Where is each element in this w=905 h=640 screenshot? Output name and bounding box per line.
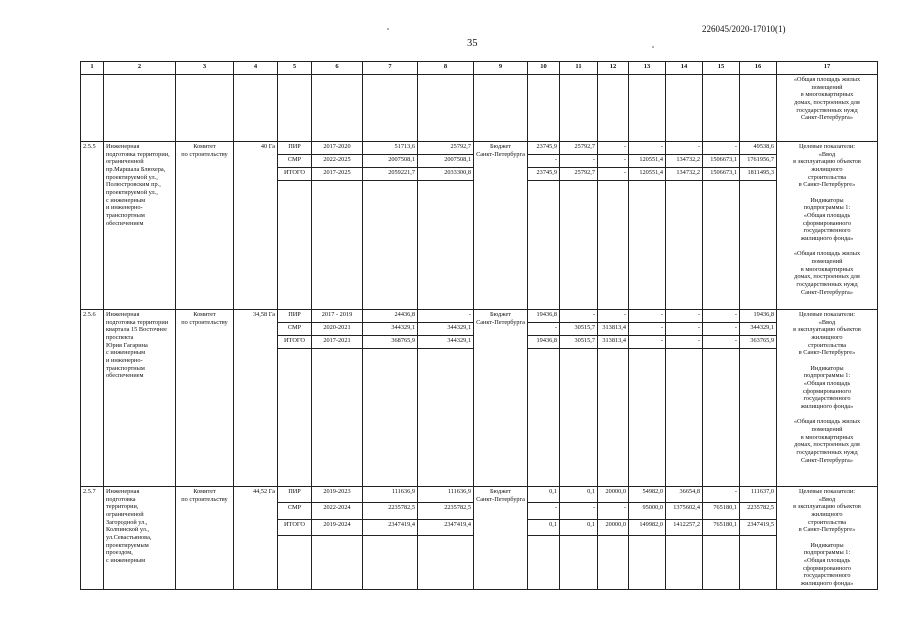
indicator-cell: Целевые показатели: «Ввод в эксплуатацию объектов жилищного строительства в Санкт-Петербурге» Индикаторы подпрограммы 1: «Общая площадь сформированного государственного жилищного фонда»: [777, 487, 878, 590]
executor: Комитет по строительству: [176, 142, 234, 310]
work-type: ИТОГО: [278, 336, 312, 349]
executor: Комитет по строительству: [176, 487, 234, 590]
empty-cell: [598, 181, 629, 310]
year-value: 134732,2: [666, 168, 703, 181]
empty-cell: [278, 535, 312, 589]
cost-remaining: 111636,9: [418, 487, 474, 503]
empty-cell: [418, 349, 474, 487]
cost-remaining: 25792,7: [418, 142, 474, 155]
empty-cell: [740, 181, 777, 310]
funding-source: Бюджет Санкт-Петербурга: [474, 487, 528, 590]
indicator-cell: «Общая площадь жилых помещений в многоквартирных домах, построенных для государственных нужд Санкт-Петербурга»: [777, 75, 878, 142]
year-value: -: [629, 323, 666, 336]
year-value: -: [666, 323, 703, 336]
empty-cell: [528, 75, 560, 142]
year-value: -: [703, 323, 740, 336]
work-type: СМР: [278, 503, 312, 519]
year-value: 0,1: [560, 487, 598, 503]
item-number: 2.5.7: [81, 487, 104, 590]
executor: Комитет по строительству: [176, 310, 234, 487]
empty-cell: [312, 349, 363, 487]
table-row: [81, 310, 878, 323]
sum-value: 1761956,7: [740, 155, 777, 168]
cost-total: 24436,8: [363, 310, 418, 323]
year-value: -: [528, 503, 560, 519]
year-value: -: [560, 310, 598, 323]
year-value: 134732,2: [666, 155, 703, 168]
empty-cell: [278, 181, 312, 310]
work-type: СМР: [278, 323, 312, 336]
sum-value: 2347419,5: [740, 519, 777, 535]
year-value: 149982,0: [629, 519, 666, 535]
empty-cell: [474, 75, 528, 142]
empty-cell: [666, 75, 703, 142]
cost-total: 111636,9: [363, 487, 418, 503]
year-value: -: [666, 142, 703, 155]
year-value: -: [666, 310, 703, 323]
empty-cell: [363, 181, 418, 310]
years-range: 2020-2021: [312, 323, 363, 336]
year-value: 120551,4: [629, 155, 666, 168]
year-value: -: [666, 336, 703, 349]
column-header: 14: [666, 62, 703, 75]
year-value: -: [598, 503, 629, 519]
empty-cell: [598, 535, 629, 589]
cost-remaining: 2235782,5: [418, 503, 474, 519]
empty-cell: [560, 181, 598, 310]
funding-source: Бюджет Санкт-Петербурга: [474, 142, 528, 310]
year-value: 0,1: [528, 519, 560, 535]
column-header: 5: [278, 62, 312, 75]
year-value: -: [703, 142, 740, 155]
indicator-cell: Целевые показатели: «Ввод в эксплуатацию объектов жилищного строительства в Санкт-Петербурге» Индикаторы подпрограммы 1: «Общая площадь сформированного государственного жилищного фонда» «Общая площадь жилых помещений в многоквартирных домах, построенных для государственных нужд Санкт-Петербурга»: [777, 310, 878, 487]
item-name: Инженерная подготовка территории, ограниченной пр.Маршала Блюхера, проектируемой ул., Полюстровским пр., проектируемой ул., с инженерным и инженерно- транспортным обеспечением: [104, 142, 176, 310]
work-type: ИТОГО: [278, 519, 312, 535]
column-header: 15: [703, 62, 740, 75]
sum-value: 1811495,3: [740, 168, 777, 181]
empty-cell: [666, 181, 703, 310]
document-id: 226045/2020-17010(1): [702, 24, 786, 34]
area-value: 44,52 Га: [234, 487, 278, 590]
column-header: 11: [560, 62, 598, 75]
column-header: 4: [234, 62, 278, 75]
years-range: 2022-2025: [312, 155, 363, 168]
year-value: 313813,4: [598, 336, 629, 349]
empty-cell: [418, 535, 474, 589]
table-row: [81, 142, 878, 155]
years-range: 2017-2021: [312, 336, 363, 349]
cost-remaining: 2033300,8: [418, 168, 474, 181]
empty-cell: [703, 75, 740, 142]
empty-cell: [598, 349, 629, 487]
column-header: 13: [629, 62, 666, 75]
empty-cell: [666, 535, 703, 589]
year-value: 765180,1: [703, 503, 740, 519]
years-range: 2019-2023: [312, 487, 363, 503]
cost-total: 2347419,4: [363, 519, 418, 535]
cost-remaining: 2007508,1: [418, 155, 474, 168]
empty-cell: [234, 75, 278, 142]
column-header: 2: [104, 62, 176, 75]
year-value: -: [560, 155, 598, 168]
column-header: 3: [176, 62, 234, 75]
empty-cell: [363, 75, 418, 142]
year-value: 19436,8: [528, 336, 560, 349]
column-header: 16: [740, 62, 777, 75]
year-value: -: [703, 336, 740, 349]
year-value: -: [560, 503, 598, 519]
year-value: 0,1: [560, 519, 598, 535]
year-value: 23745,9: [528, 142, 560, 155]
year-value: 23745,9: [528, 168, 560, 181]
year-value: -: [598, 168, 629, 181]
sum-value: 2235782,5: [740, 503, 777, 519]
cost-remaining: 2347419,4: [418, 519, 474, 535]
empty-cell: [740, 535, 777, 589]
year-value: 120551,4: [629, 168, 666, 181]
item-number: 2.5.5: [81, 142, 104, 310]
cost-total: 2007508,1: [363, 155, 418, 168]
indicator-cell: Целевые показатели: «Ввод в эксплуатацию объектов жилищного строительства в Санкт-Петербурге» Индикаторы подпрограммы 1: «Общая площадь сформированного государственного жилищного фонда» «Общая площадь жилых помещений в многоквартирных домах, построенных для государственных нужд Санкт-Петербурга»: [777, 142, 878, 310]
sum-value: 344329,1: [740, 323, 777, 336]
empty-cell: [703, 535, 740, 589]
empty-cell: [81, 75, 104, 142]
column-header: 7: [363, 62, 418, 75]
year-value: -: [528, 323, 560, 336]
years-range: 2019-2024: [312, 519, 363, 535]
year-value: 0,1: [528, 487, 560, 503]
table-row: [81, 487, 878, 503]
year-value: -: [598, 155, 629, 168]
scan-speck: [652, 46, 654, 48]
work-type: ПИР: [278, 487, 312, 503]
sum-value: 49538,6: [740, 142, 777, 155]
funding-source: Бюджет Санкт-Петербурга: [474, 310, 528, 487]
scan-speck: [387, 28, 389, 30]
empty-cell: [666, 349, 703, 487]
year-value: -: [703, 487, 740, 503]
item-number: 2.5.6: [81, 310, 104, 487]
empty-cell: [176, 75, 234, 142]
year-value: 19436,8: [528, 310, 560, 323]
year-value: 20000,0: [598, 519, 629, 535]
year-value: 1375602,4: [666, 503, 703, 519]
years-range: 2017 - 2019: [312, 310, 363, 323]
area-value: 34,58 Га: [234, 310, 278, 487]
page-number: 35: [467, 38, 478, 49]
empty-cell: [312, 535, 363, 589]
year-value: 36654,8: [666, 487, 703, 503]
empty-cell: [363, 535, 418, 589]
years-range: 2017-2020: [312, 142, 363, 155]
cost-remaining: -: [418, 310, 474, 323]
cost-total: 2059221,7: [363, 168, 418, 181]
empty-cell: [528, 535, 560, 589]
year-value: 313813,4: [598, 323, 629, 336]
empty-cell: [629, 181, 666, 310]
year-value: 765180,1: [703, 519, 740, 535]
work-type: ИТОГО: [278, 168, 312, 181]
empty-cell: [418, 75, 474, 142]
empty-cell: [312, 181, 363, 310]
year-value: 1412257,2: [666, 519, 703, 535]
cost-total: 368765,9: [363, 336, 418, 349]
table-body: [81, 62, 878, 590]
program-table: [80, 61, 878, 590]
year-value: -: [629, 336, 666, 349]
year-value: 1506673,1: [703, 155, 740, 168]
empty-cell: [278, 349, 312, 487]
years-range: 2022-2024: [312, 503, 363, 519]
sum-value: 111637,0: [740, 487, 777, 503]
year-value: 1506673,1: [703, 168, 740, 181]
year-value: 25792,7: [560, 142, 598, 155]
empty-cell: [629, 535, 666, 589]
column-header: 10: [528, 62, 560, 75]
sum-value: 19436,8: [740, 310, 777, 323]
cost-total: 2235782,5: [363, 503, 418, 519]
empty-cell: [703, 181, 740, 310]
cost-total: 344329,1: [363, 323, 418, 336]
empty-cell: [598, 75, 629, 142]
column-header: 12: [598, 62, 629, 75]
empty-cell: [629, 349, 666, 487]
empty-cell: [528, 349, 560, 487]
year-value: 54982,0: [629, 487, 666, 503]
empty-cell: [278, 75, 312, 142]
sum-value: 363765,9: [740, 336, 777, 349]
year-value: 20000,0: [598, 487, 629, 503]
empty-cell: [363, 349, 418, 487]
year-value: -: [528, 155, 560, 168]
year-value: 25792,7: [560, 168, 598, 181]
years-range: 2017-2025: [312, 168, 363, 181]
year-value: -: [598, 142, 629, 155]
empty-cell: [629, 75, 666, 142]
work-type: ПИР: [278, 310, 312, 323]
empty-cell: [740, 349, 777, 487]
empty-cell: [740, 75, 777, 142]
year-value: -: [598, 310, 629, 323]
continuation-row: [81, 75, 878, 142]
empty-cell: [528, 181, 560, 310]
item-name: Инженерная подготовка территории, ограниченной Загородной ул., Колпинской ул., ул.Севастьянова, проектируемым проездом, с инженерным: [104, 487, 176, 590]
empty-cell: [560, 75, 598, 142]
column-number-row: [81, 62, 878, 75]
area-value: 40 Га: [234, 142, 278, 310]
column-header: 1: [81, 62, 104, 75]
empty-cell: [104, 75, 176, 142]
item-name: Инженерная подготовка территории квартала 15 Восточнее проспекта Юрия Гагарина с инженерным и инженерно- транспортным обеспечением: [104, 310, 176, 487]
year-value: -: [629, 310, 666, 323]
column-header: 6: [312, 62, 363, 75]
work-type: ПИР: [278, 142, 312, 155]
year-value: -: [703, 310, 740, 323]
work-type: СМР: [278, 155, 312, 168]
year-value: 30515,7: [560, 323, 598, 336]
column-header: 8: [418, 62, 474, 75]
cost-total: 51713,6: [363, 142, 418, 155]
year-value: 95000,0: [629, 503, 666, 519]
empty-cell: [312, 75, 363, 142]
cost-remaining: 344329,1: [418, 323, 474, 336]
empty-cell: [418, 181, 474, 310]
column-header: 9: [474, 62, 528, 75]
empty-cell: [560, 349, 598, 487]
year-value: -: [629, 142, 666, 155]
year-value: 30515,7: [560, 336, 598, 349]
empty-cell: [703, 349, 740, 487]
cost-remaining: 344329,1: [418, 336, 474, 349]
column-header: 17: [777, 62, 878, 75]
empty-cell: [560, 535, 598, 589]
